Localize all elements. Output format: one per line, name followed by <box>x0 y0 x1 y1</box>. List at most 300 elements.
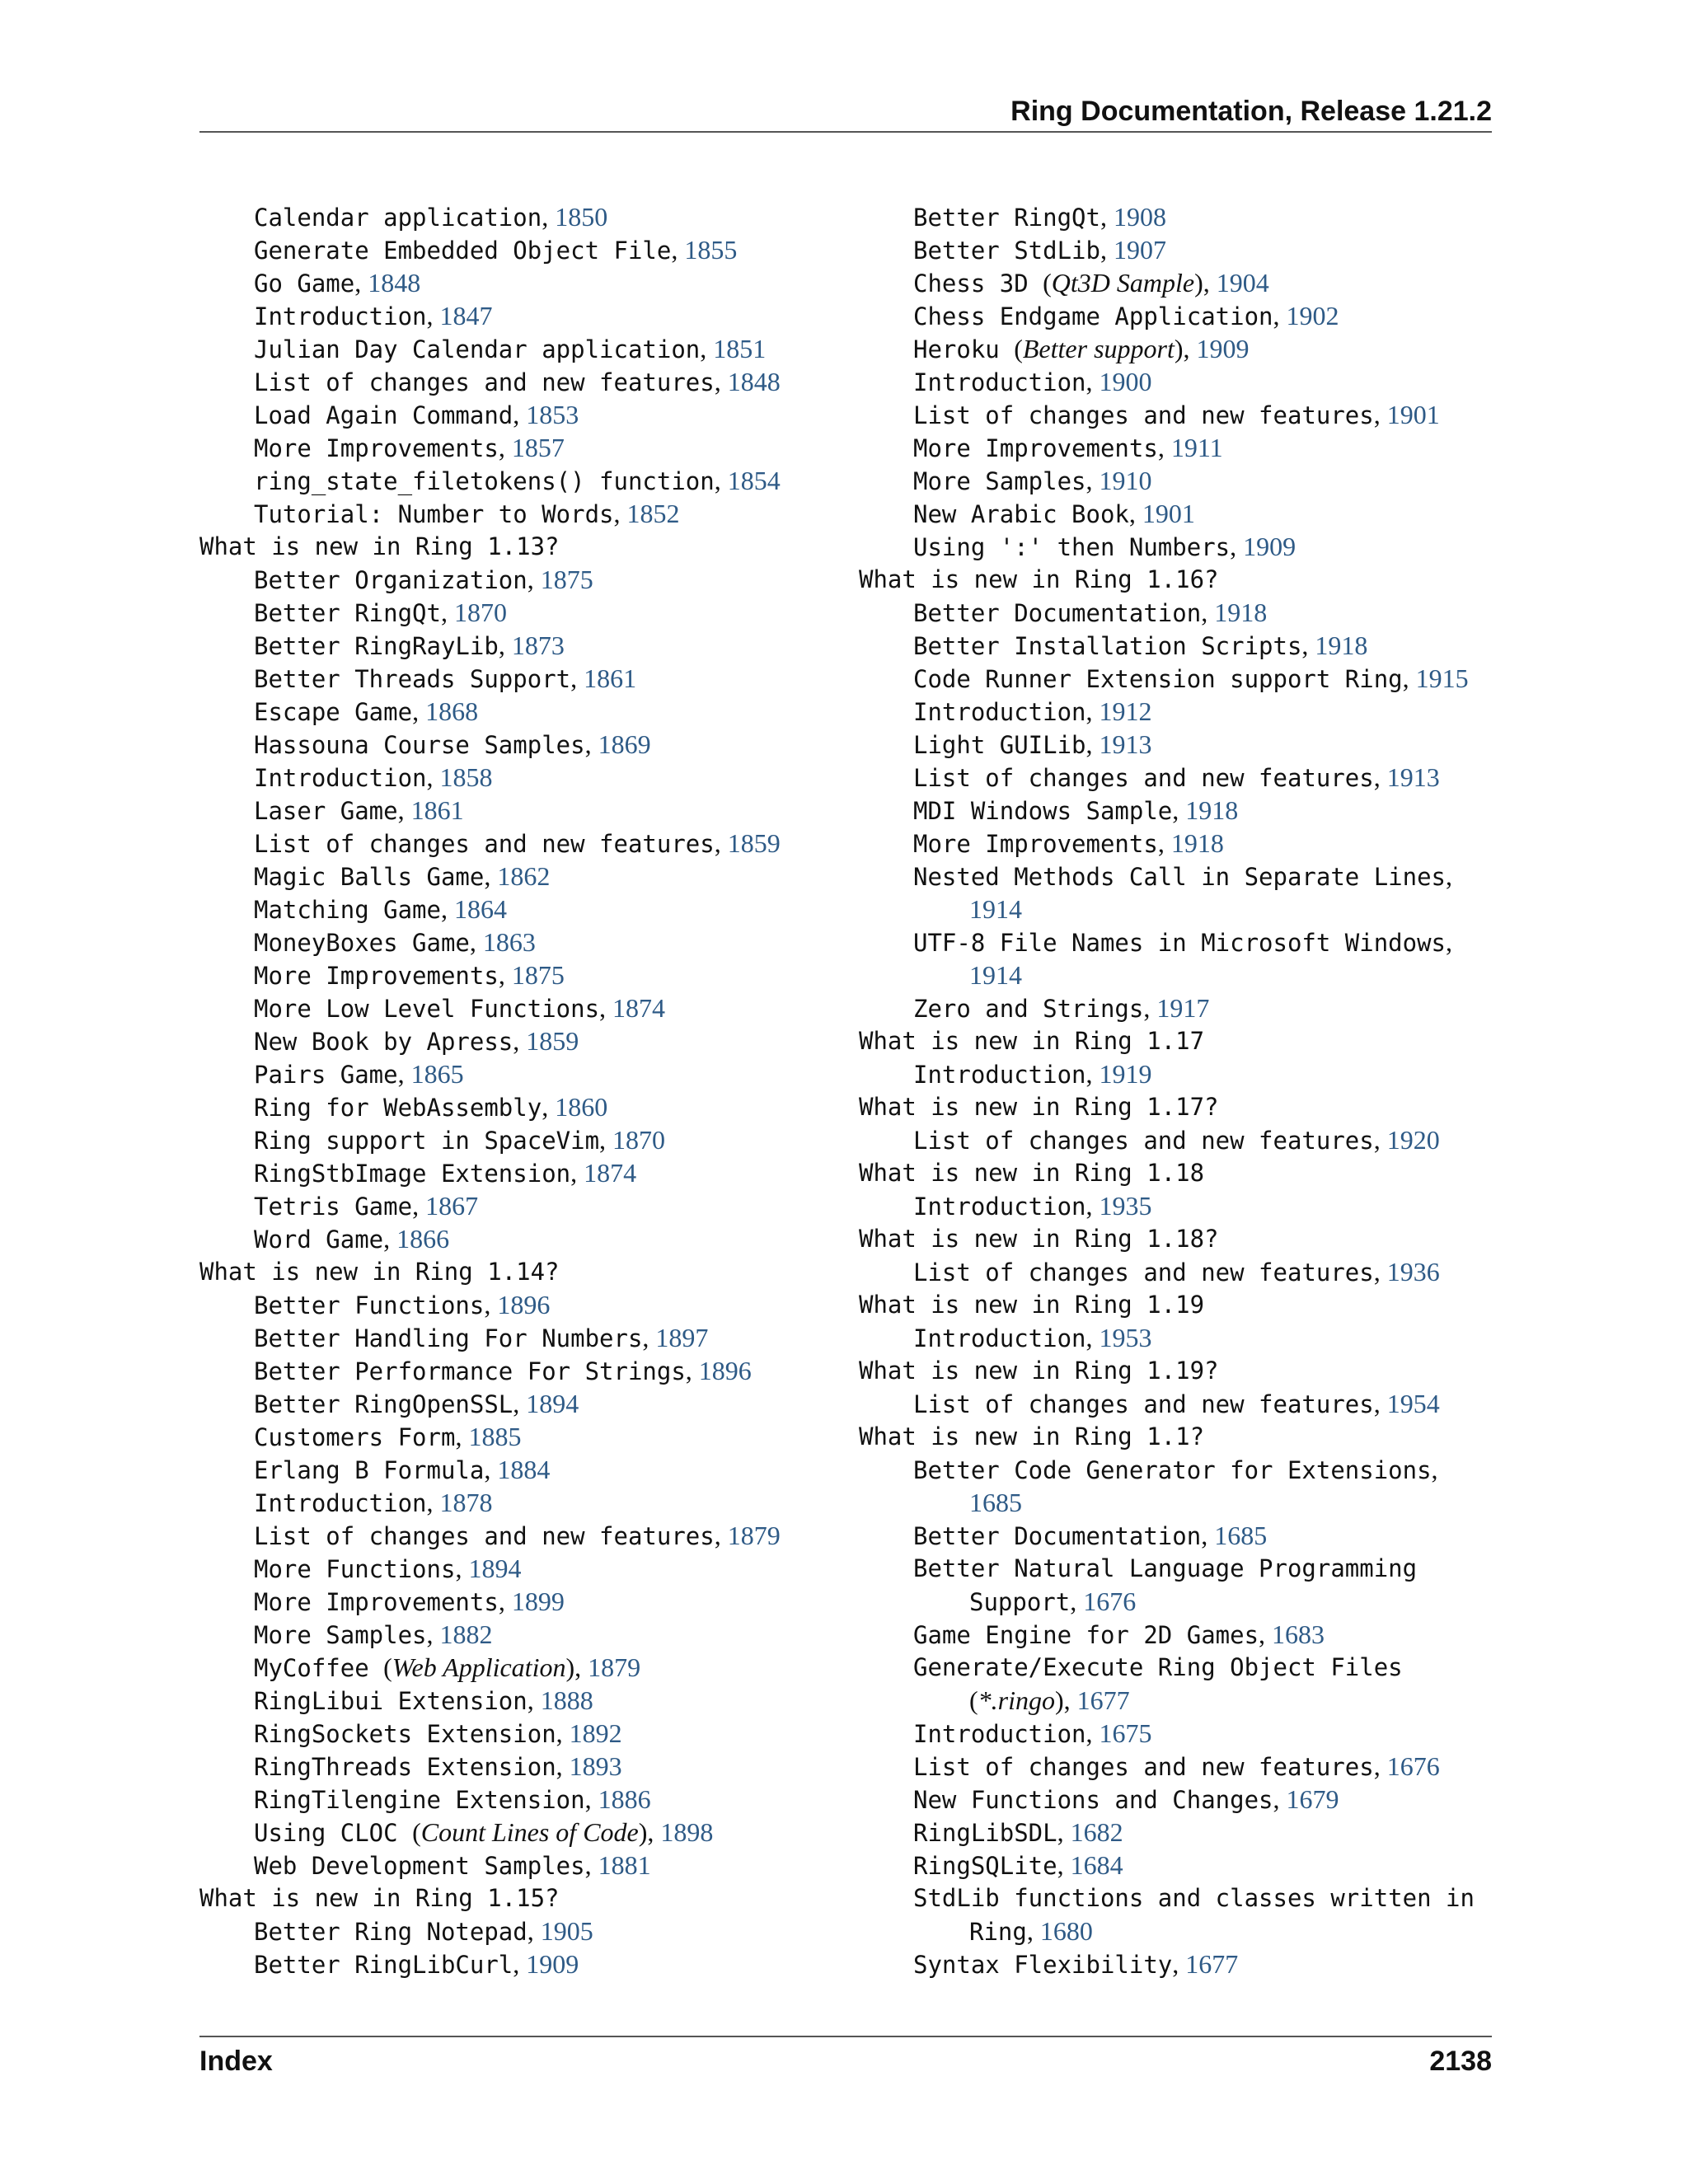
page-link[interactable]: 1910 <box>1099 466 1152 495</box>
page-link[interactable]: 1859 <box>526 1026 579 1056</box>
index-entry-text: , <box>1172 795 1186 825</box>
index-entry <box>199 563 842 596</box>
page-link[interactable]: 1909 <box>1196 334 1250 363</box>
page-link[interactable]: 1918 <box>1214 598 1268 627</box>
page-link[interactable]: 1882 <box>439 1619 493 1649</box>
index-entry-text: RingThreads Extension <box>254 1753 556 1781</box>
index-entry-text: , <box>426 301 440 330</box>
page-link[interactable]: 1888 <box>540 1685 593 1715</box>
index-entry <box>199 431 842 464</box>
index-entry-text: ( <box>969 1685 978 1715</box>
index-heading <box>859 563 1502 596</box>
index-entry-text: More Improvements <box>913 830 1158 858</box>
index-entry-text: , <box>484 861 498 891</box>
index-entry-text: StdLib functions and classes written in <box>913 1884 1475 1912</box>
index-entry <box>859 1783 1502 1816</box>
index-entry <box>859 1618 1502 1651</box>
page-link[interactable]: 1853 <box>526 400 579 429</box>
index-entry-text: , <box>440 894 454 924</box>
page-link[interactable]: 1900 <box>1099 367 1152 396</box>
index-entry-text: Ring <box>969 1918 1027 1946</box>
page-link[interactable]: 1682 <box>1070 1817 1123 1847</box>
index-entry-text: , <box>1446 861 1453 891</box>
index-entry <box>199 1684 842 1717</box>
index-entry-text: RingLibui Extension <box>254 1687 528 1715</box>
index-entry-text: , <box>556 1751 570 1781</box>
index-entry-text: , <box>584 729 598 759</box>
index-entry <box>859 431 1502 464</box>
index-entry <box>859 728 1502 761</box>
page-link[interactable]: 1874 <box>612 993 666 1023</box>
index-entry-text: , <box>1026 1916 1040 1946</box>
index-entry-text: , <box>498 433 512 462</box>
index-entry-text: Generate Embedded Object File <box>254 237 672 265</box>
index-entry-text: Laser Game <box>254 797 398 825</box>
index-entry <box>199 266 842 299</box>
index-entry-text: ( <box>412 1817 421 1847</box>
index-entry-text: , <box>1100 202 1114 232</box>
page-link[interactable]: 1919 <box>1099 1059 1152 1089</box>
page-link[interactable]: 1865 <box>410 1059 464 1089</box>
index-entry-text: ), <box>638 1817 661 1847</box>
page-link[interactable]: 1870 <box>453 598 507 627</box>
page-link[interactable]: 1879 <box>727 1521 781 1550</box>
index-entry <box>859 1552 1502 1585</box>
index-entry-text: , <box>570 663 584 693</box>
page-link[interactable]: 1908 <box>1113 202 1166 232</box>
index-entry-text: Tetris Game <box>254 1193 413 1221</box>
page-link[interactable]: 1918 <box>1170 828 1224 858</box>
index-entry <box>199 1156 842 1189</box>
page-link[interactable]: 1909 <box>526 1949 579 1979</box>
index-entry-text: , <box>455 1554 469 1583</box>
index-entry-text: RingSockets Extension <box>254 1720 556 1748</box>
index-entry <box>859 991 1502 1024</box>
index-entry <box>859 233 1502 266</box>
index-entry <box>859 662 1502 695</box>
footer-rule <box>199 2036 1492 2037</box>
index-entry <box>199 1420 842 1453</box>
index-entry-text: , <box>498 960 512 990</box>
index-entry <box>859 1651 1502 1684</box>
index-entry-text: , <box>484 1290 498 1319</box>
index-entry <box>859 299 1502 332</box>
index-entry-text: , <box>700 334 714 363</box>
page-link[interactable]: 1860 <box>555 1092 608 1122</box>
running-header: Ring Documentation, Release 1.21.2 <box>1010 96 1492 127</box>
index-entry-text: , <box>671 235 685 265</box>
index-entry-text: , <box>426 1619 440 1649</box>
index-entry-text: Introduction <box>913 1324 1086 1352</box>
index-heading <box>199 1255 842 1288</box>
index-entry-text: , <box>397 795 411 825</box>
index-entry-text: List of changes and new features <box>913 1258 1374 1286</box>
index-entry-text: New Functions and Changes <box>913 1786 1273 1814</box>
index-entry-text: , <box>1259 1619 1273 1649</box>
index-entry-text: , <box>1301 630 1315 660</box>
index-entry-text: Better RingLibCurl <box>254 1951 513 1979</box>
index-entry-text: Ring support in SpaceVim <box>254 1127 600 1155</box>
index-entry-text: Better Organization <box>254 566 528 594</box>
page-link[interactable]: 1920 <box>1386 1125 1440 1155</box>
index-entry <box>859 497 1502 530</box>
page-link[interactable]: 1852 <box>626 499 680 528</box>
index-entry-text: , <box>542 1092 556 1122</box>
page-link[interactable]: 1918 <box>1315 630 1368 660</box>
page-link[interactable]: 1859 <box>727 828 781 858</box>
page-link[interactable]: 1851 <box>713 334 767 363</box>
index-entry-italic-text: Count Lines of Code <box>420 1817 639 1847</box>
index-entry <box>199 1849 842 1882</box>
index-entry-text: Better Natural Language Programming <box>913 1554 1418 1582</box>
index-entry-text: List of changes and new features <box>913 764 1374 792</box>
index-entry-text: , <box>383 1224 397 1254</box>
index-entry <box>199 1453 842 1486</box>
index-entry <box>859 761 1502 794</box>
index-entry-text: , <box>1373 1389 1387 1418</box>
index-entry-text: , <box>513 1389 527 1418</box>
page-link[interactable]: 1873 <box>511 630 565 660</box>
index-entry-text: , <box>556 1718 570 1748</box>
page-link[interactable]: 1855 <box>684 235 738 265</box>
index-entry-text: Customers Form <box>254 1423 456 1451</box>
index-entry-text: Julian Day Calendar application <box>254 335 701 363</box>
page-link[interactable]: 1905 <box>540 1916 593 1946</box>
page-link[interactable]: 1899 <box>511 1586 565 1616</box>
index-entry-text: What is new in Ring 1.19? <box>859 1357 1219 1385</box>
index-entry-text: , <box>1446 927 1453 957</box>
index-entry-text: More Improvements <box>254 1588 499 1616</box>
index-entry <box>199 991 842 1024</box>
index-entry <box>199 1750 842 1783</box>
index-entry-text: What is new in Ring 1.13? <box>199 532 560 560</box>
page-link[interactable]: 1914 <box>969 894 1022 924</box>
index-entry-italic-text: Qt3D Sample <box>1051 268 1195 298</box>
index-entry <box>859 464 1502 497</box>
index-entry-text: Hassouna Course Samples <box>254 731 585 759</box>
index-entry-text: , <box>1230 532 1244 561</box>
index-entry <box>199 233 842 266</box>
index-entry-text: Pairs Game <box>254 1061 398 1089</box>
index-entry-text: , <box>1085 1718 1100 1748</box>
index-entry-text: Ring for WebAssembly <box>254 1094 542 1122</box>
index-entry-text: Generate/Execute Ring Object Files <box>913 1653 1403 1681</box>
index-entry <box>199 695 842 728</box>
page-link[interactable]: 1886 <box>598 1784 651 1814</box>
page-link[interactable]: 1911 <box>1170 433 1223 462</box>
page-link[interactable]: 1677 <box>1185 1949 1239 1979</box>
index-entry <box>859 1486 1502 1519</box>
index-entry-text: , <box>1373 1751 1387 1781</box>
index-entry-text: What is new in Ring 1.15? <box>199 1884 560 1912</box>
page-link[interactable]: 1861 <box>584 663 637 693</box>
page-link[interactable]: 1953 <box>1099 1323 1152 1352</box>
index-entry <box>859 1915 1502 1947</box>
index-entry-text: More Functions <box>254 1555 456 1583</box>
index-heading <box>859 1354 1502 1387</box>
index-entry-text: , <box>498 1586 512 1616</box>
index-entry-text: Chess 3D <box>913 269 1043 298</box>
index-entry-text: , <box>354 268 368 298</box>
index-entry-text: , <box>1085 367 1100 396</box>
page-link[interactable]: 1875 <box>511 960 565 990</box>
page-link[interactable]: 1680 <box>1039 1916 1093 1946</box>
index-entry <box>859 1519 1502 1552</box>
page-link[interactable]: 1915 <box>1415 663 1469 693</box>
index-entry-text: New Book by Apress <box>254 1028 513 1056</box>
index-heading <box>859 1222 1502 1255</box>
index-entry-text: , <box>513 1949 527 1979</box>
index-entry <box>199 629 842 662</box>
index-entry-text: , <box>1085 729 1100 759</box>
page-link[interactable]: 1875 <box>540 565 593 594</box>
index-entry <box>859 1255 1502 1288</box>
index-entry-text: Nested Methods Call in Separate Lines <box>913 863 1447 891</box>
index-entry-text: Web Development Samples <box>254 1852 585 1880</box>
index-entry-text: More Improvements <box>254 434 499 462</box>
index-entry-italic-text: *.ringo <box>978 1685 1055 1715</box>
index-entry-text: , <box>455 1422 469 1451</box>
page-number: 2138 <box>1429 2046 1492 2077</box>
page-link[interactable]: 1677 <box>1076 1685 1130 1715</box>
index-entry-text: Chess Endgame Application <box>913 302 1273 330</box>
page-link[interactable]: 1676 <box>1386 1751 1440 1781</box>
index-entry <box>859 200 1502 233</box>
page-link[interactable]: 1858 <box>439 762 493 792</box>
page-link[interactable]: 1867 <box>425 1191 479 1221</box>
index-entry-text: , <box>1157 828 1171 858</box>
index-entry-text: , <box>1431 1455 1438 1484</box>
index-entry-text: , <box>714 367 728 396</box>
index-entry-text: Calendar application <box>254 204 542 232</box>
page-link[interactable]: 1894 <box>526 1389 579 1418</box>
page-link[interactable]: 1878 <box>439 1488 493 1517</box>
index-entry-text: , <box>1085 466 1100 495</box>
page-link[interactable]: 1881 <box>598 1850 651 1880</box>
page-link[interactable]: 1901 <box>1142 499 1195 528</box>
index-entry-text: , <box>527 1685 541 1715</box>
index-entry <box>199 1585 842 1618</box>
page-link[interactable]: 1885 <box>468 1422 522 1451</box>
page-link[interactable]: 1848 <box>368 268 421 298</box>
index-entry-text: , <box>527 1916 541 1946</box>
page-link[interactable]: 1863 <box>482 927 536 957</box>
page-link[interactable]: 1913 <box>1099 729 1152 759</box>
index-entry-italic-text: Web Application <box>392 1652 566 1682</box>
page-link[interactable]: 1869 <box>598 729 651 759</box>
index-entry <box>199 893 842 926</box>
footer-section: Index <box>199 2046 273 2077</box>
index-entry-text: Better Handling For Numbers <box>254 1324 643 1352</box>
page-link[interactable]: 1864 <box>453 894 507 924</box>
index-entry-text: More Samples <box>254 1621 427 1649</box>
page-link[interactable]: 1879 <box>588 1652 641 1682</box>
index-entry-text: Introduction <box>254 1489 427 1517</box>
index-entry-text: Introduction <box>254 302 427 330</box>
page-link[interactable]: 1884 <box>497 1455 551 1484</box>
index-entry <box>859 530 1502 563</box>
index-entry <box>199 1090 842 1123</box>
page-link[interactable]: 1935 <box>1099 1191 1152 1221</box>
page-link[interactable]: 1870 <box>612 1125 666 1155</box>
index-entry-text: Better Ring Notepad <box>254 1918 528 1946</box>
index-entry-text: Syntax Flexibility <box>913 1951 1173 1979</box>
page-link[interactable]: 1868 <box>425 696 479 726</box>
index-entry-text: RingStbImage Extension <box>254 1160 571 1188</box>
index-entry-text: What is new in Ring 1.18 <box>859 1159 1205 1187</box>
page-link[interactable]: 1907 <box>1113 235 1166 265</box>
page-link[interactable]: 1892 <box>569 1718 622 1748</box>
index-entry <box>199 1618 842 1651</box>
index-entry <box>199 1222 842 1255</box>
index-entry-text: List of changes and new features <box>254 368 715 396</box>
page-link[interactable]: 1862 <box>497 861 551 891</box>
index-entry-text: Better RingQt <box>254 599 441 627</box>
index-entry <box>199 365 842 398</box>
index-entry <box>199 464 842 497</box>
index-entry-text: Better Performance For Strings <box>254 1357 686 1385</box>
index-entry-text: Introduction <box>913 1061 1086 1089</box>
index-entry-text: , <box>527 565 541 594</box>
index-entry-text: MoneyBoxes Game <box>254 929 470 957</box>
index-entry-text: , <box>1085 1191 1100 1221</box>
index-entry <box>199 1519 842 1552</box>
index-heading <box>859 1090 1502 1123</box>
index-entry <box>199 1651 842 1684</box>
page-link[interactable]: 1896 <box>698 1356 752 1385</box>
index-entry-text: UTF-8 File Names in Microsoft Windows <box>913 929 1447 957</box>
index-entry <box>859 860 1502 893</box>
index-entry <box>199 1189 842 1222</box>
index-entry-text: , <box>498 630 512 660</box>
page-link[interactable]: 1675 <box>1099 1718 1152 1748</box>
page-link[interactable]: 1898 <box>660 1817 714 1847</box>
page-link[interactable]: 1896 <box>497 1290 551 1319</box>
page-link[interactable]: 1684 <box>1070 1850 1123 1880</box>
page-link[interactable]: 1904 <box>1216 268 1269 298</box>
page-link[interactable]: 1848 <box>727 367 781 396</box>
page-link[interactable]: 1901 <box>1386 400 1440 429</box>
index-entry-text: More Improvements <box>254 962 499 990</box>
index-column-left <box>199 200 842 1980</box>
page-link[interactable]: 1917 <box>1156 993 1210 1023</box>
index-entry-text: Matching Game <box>254 896 441 924</box>
index-entry-text: , <box>685 1356 699 1385</box>
index-entry-text: , <box>1128 499 1142 528</box>
index-entry <box>199 332 842 365</box>
page-link[interactable]: 1909 <box>1243 532 1296 561</box>
index-entry-text: Go Game <box>254 269 355 298</box>
page-link[interactable]: 1936 <box>1386 1257 1440 1286</box>
index-entry <box>199 761 842 794</box>
index-entry <box>199 958 842 991</box>
page-link[interactable]: 1897 <box>655 1323 709 1352</box>
page-link[interactable]: 1954 <box>1386 1389 1440 1418</box>
index-entry <box>859 1585 1502 1618</box>
page-link[interactable]: 1850 <box>555 202 608 232</box>
page-link[interactable]: 1854 <box>727 466 781 495</box>
index-entry <box>859 596 1502 629</box>
page-link[interactable]: 1894 <box>468 1554 522 1583</box>
index-entry-text: More Samples <box>913 467 1086 495</box>
page-link[interactable]: 1683 <box>1272 1619 1325 1649</box>
page-link[interactable]: 1685 <box>1214 1521 1268 1550</box>
index-entry-text: , <box>1373 1125 1387 1155</box>
page-link[interactable]: 1857 <box>511 433 565 462</box>
index-entry-text: , <box>440 598 454 627</box>
index-entry-text: , <box>1070 1586 1084 1616</box>
index-entry <box>199 1387 842 1420</box>
index-entry-text: , <box>1273 301 1287 330</box>
page-link[interactable]: 1847 <box>439 301 493 330</box>
index-entry-text: , <box>584 1850 598 1880</box>
index-entry <box>859 398 1502 431</box>
index-entry <box>859 926 1502 958</box>
index-entry-text: Zero and Strings <box>913 995 1144 1023</box>
index-entry-text: Heroku <box>913 335 1015 363</box>
index-entry-text: , <box>412 696 426 726</box>
index-entry-text: Introduction <box>913 1720 1086 1748</box>
index-entry-text: , <box>1273 1784 1287 1814</box>
index-entry-text: , <box>714 1521 728 1550</box>
index-entry <box>199 1123 842 1156</box>
index-entry-text: What is new in Ring 1.14? <box>199 1258 560 1286</box>
index-entry-text: MDI Windows Sample <box>913 797 1173 825</box>
index-entry <box>199 1783 842 1816</box>
index-entry-text: Better RingOpenSSL <box>254 1390 513 1418</box>
index-entry-text: Using CLOC <box>254 1819 413 1847</box>
index-entry-text: Introduction <box>254 764 427 792</box>
page-link[interactable]: 1874 <box>584 1158 637 1188</box>
index-entry <box>859 1684 1502 1717</box>
index-entry <box>859 1849 1502 1882</box>
index-entry-text: Better Threads Support <box>254 665 571 693</box>
index-entry-text: , <box>714 828 728 858</box>
index-entry <box>859 958 1502 991</box>
index-entry-text: List of changes and new features <box>913 1127 1374 1155</box>
index-entry-text: , <box>599 993 613 1023</box>
index-entry-text: Better Code Generator for Extensions <box>913 1456 1432 1484</box>
index-entry-text: , <box>1085 1323 1100 1352</box>
index-entry-text: What is new in Ring 1.1? <box>859 1422 1205 1451</box>
page-link[interactable]: 1676 <box>1083 1586 1137 1616</box>
index-entry-text: List of changes and new features <box>254 830 715 858</box>
index-entry-text: Better Functions <box>254 1291 485 1319</box>
page-link[interactable]: 1679 <box>1286 1784 1339 1814</box>
index-entry-text: RingLibSDL <box>913 1819 1057 1847</box>
page-link[interactable]: 1861 <box>410 795 464 825</box>
index-entry-italic-text: Better support <box>1022 334 1175 363</box>
index-entry <box>199 1486 842 1519</box>
page-link[interactable]: 1685 <box>969 1488 1022 1517</box>
index-entry <box>199 497 842 530</box>
page-link[interactable]: 1912 <box>1099 696 1152 726</box>
page-link[interactable]: 1914 <box>969 960 1022 990</box>
index-entry-text: RingSQLite <box>913 1852 1057 1880</box>
page-link[interactable]: 1866 <box>396 1224 450 1254</box>
index-entry <box>859 1321 1502 1354</box>
index-entry-text: , <box>584 1784 598 1814</box>
page-link[interactable]: 1918 <box>1185 795 1239 825</box>
page-link[interactable]: 1902 <box>1286 301 1339 330</box>
page-link[interactable]: 1913 <box>1386 762 1440 792</box>
index-entry-text: Word Game <box>254 1226 384 1254</box>
index-entry-text: ( <box>1014 334 1023 363</box>
index-entry-text: , <box>1172 1949 1186 1979</box>
page-link[interactable]: 1893 <box>569 1751 622 1781</box>
index-entry-text: , <box>1085 696 1100 726</box>
index-entry-text: What is new in Ring 1.17? <box>859 1093 1219 1121</box>
